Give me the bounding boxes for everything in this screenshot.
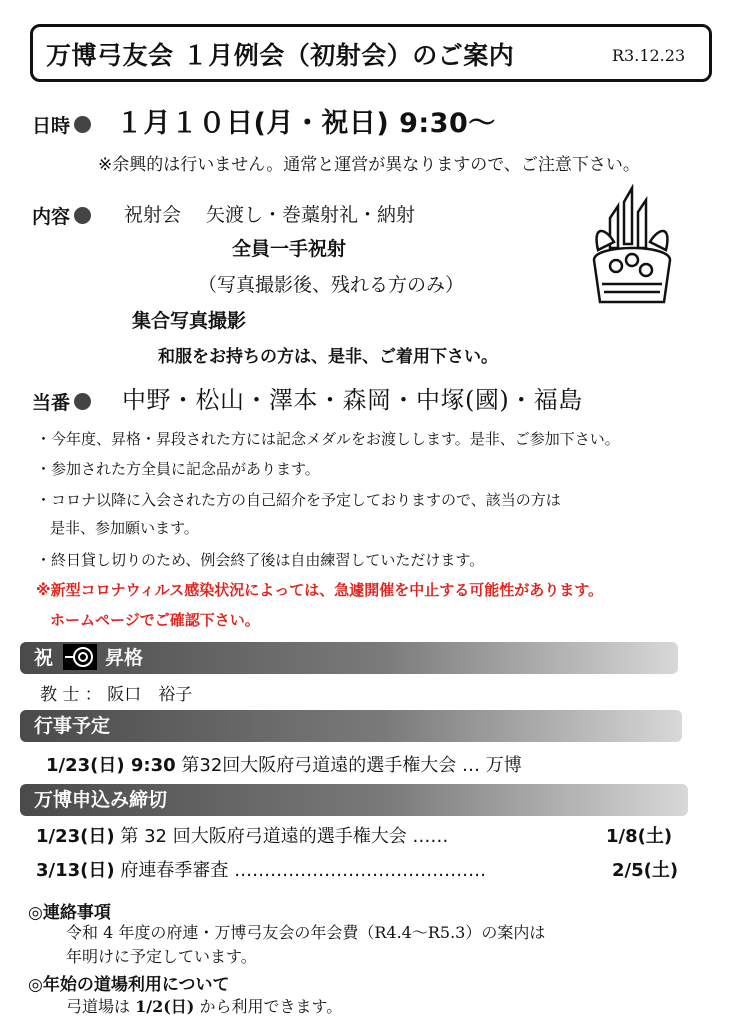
list-item: ・終日貸し切りのため、例会終了後は自由練習していただけます。 — [36, 551, 485, 569]
deadline-date: 1/8(土) — [606, 826, 673, 847]
notice-line: 年明けに予定しています。 — [66, 947, 257, 966]
bow-target-icon — [63, 644, 97, 670]
list-item: 是非、参加願います。 — [50, 519, 199, 537]
duty-names: 中野・松山・澤本・森岡・中塚(國)・福島 — [122, 386, 583, 414]
deadline-event-date: 1/23(日) — [36, 826, 115, 847]
notice-line: 令和 4 年度の府連・万博弓友会の年会費（R4.4～R5.3）の案内は — [66, 923, 546, 942]
content-line: （写真撮影後、残れる方のみ） — [198, 274, 465, 296]
bullet-dot-icon — [74, 393, 91, 410]
content-label: 内容 — [32, 202, 91, 229]
event-row — [46, 751, 522, 777]
warning-line: ※新型コロナウィルス感染状況によっては、急遽開催を中止する可能性があります。 — [36, 581, 604, 599]
content-line: 全員一手祝射 — [232, 238, 347, 260]
deadline-event-text: 府連春季審査 …………………………………… — [120, 860, 487, 881]
section-bar-events: 行事予定 — [20, 710, 682, 742]
content-line: 祝射会 矢渡し・巻藁射礼・納射 — [124, 204, 416, 226]
deadline-row — [36, 822, 448, 848]
deadline-event-text: 第 32 回大阪府弓道遠的選手権大会 …… — [120, 826, 449, 847]
list-item: ・コロナ以降に入会された方の自己紹介を予定しておりますので、該当の方は — [36, 491, 561, 509]
datetime-note: ※余興的は行いません。通常と運営が異なりますので、ご注意下さい。 — [98, 155, 640, 175]
content-line: 和服をお持ちの方は、是非、ご着用下さい。 — [158, 347, 498, 367]
list-item: ・今年度、昇格・昇段された方には記念メダルをお渡しします。是非、ご参加下さい。 — [36, 430, 620, 448]
kadomatsu-icon — [584, 184, 680, 306]
duty-label: 当番 — [32, 388, 91, 415]
event-date: 1/23(日) 9:30 — [46, 755, 176, 776]
datetime-label: 日時 — [32, 111, 91, 138]
list-item: ・参加された方全員に記念品があります。 — [36, 460, 320, 478]
content-line: 集合写真撮影 — [132, 310, 247, 332]
datetime-value: １月１０日(月・祝日) 9:30～ — [116, 108, 496, 139]
page-title: 万博弓友会 １月例会（初射会）のご案内 — [46, 41, 515, 70]
deadline-event-date: 3/13(日) — [36, 860, 115, 881]
bullet-dot-icon — [74, 207, 91, 224]
section-bar-promotion: 祝 昇格 — [20, 642, 678, 674]
notice-heading: ◎連絡事項 — [28, 903, 111, 923]
deadline-date: 2/5(土) — [612, 860, 679, 881]
section-bar-deadlines: 万博申込み締切 — [20, 784, 688, 816]
warning-line: ホームページでご確認下さい。 — [50, 611, 260, 629]
notice-line: 弓道場は 1/2(日) から利用できます。 — [66, 997, 343, 1016]
deadline-row — [36, 856, 486, 882]
bullet-dot-icon — [74, 116, 91, 133]
notice-heading: ◎年始の道場利用について — [28, 975, 230, 995]
event-text: 第32回大阪府弓道遠的選手権大会 … 万博 — [181, 755, 522, 776]
issue-date: R3.12.23 — [612, 46, 686, 65]
promotion-row: 教 士 ： 阪口 裕子 — [40, 685, 193, 705]
